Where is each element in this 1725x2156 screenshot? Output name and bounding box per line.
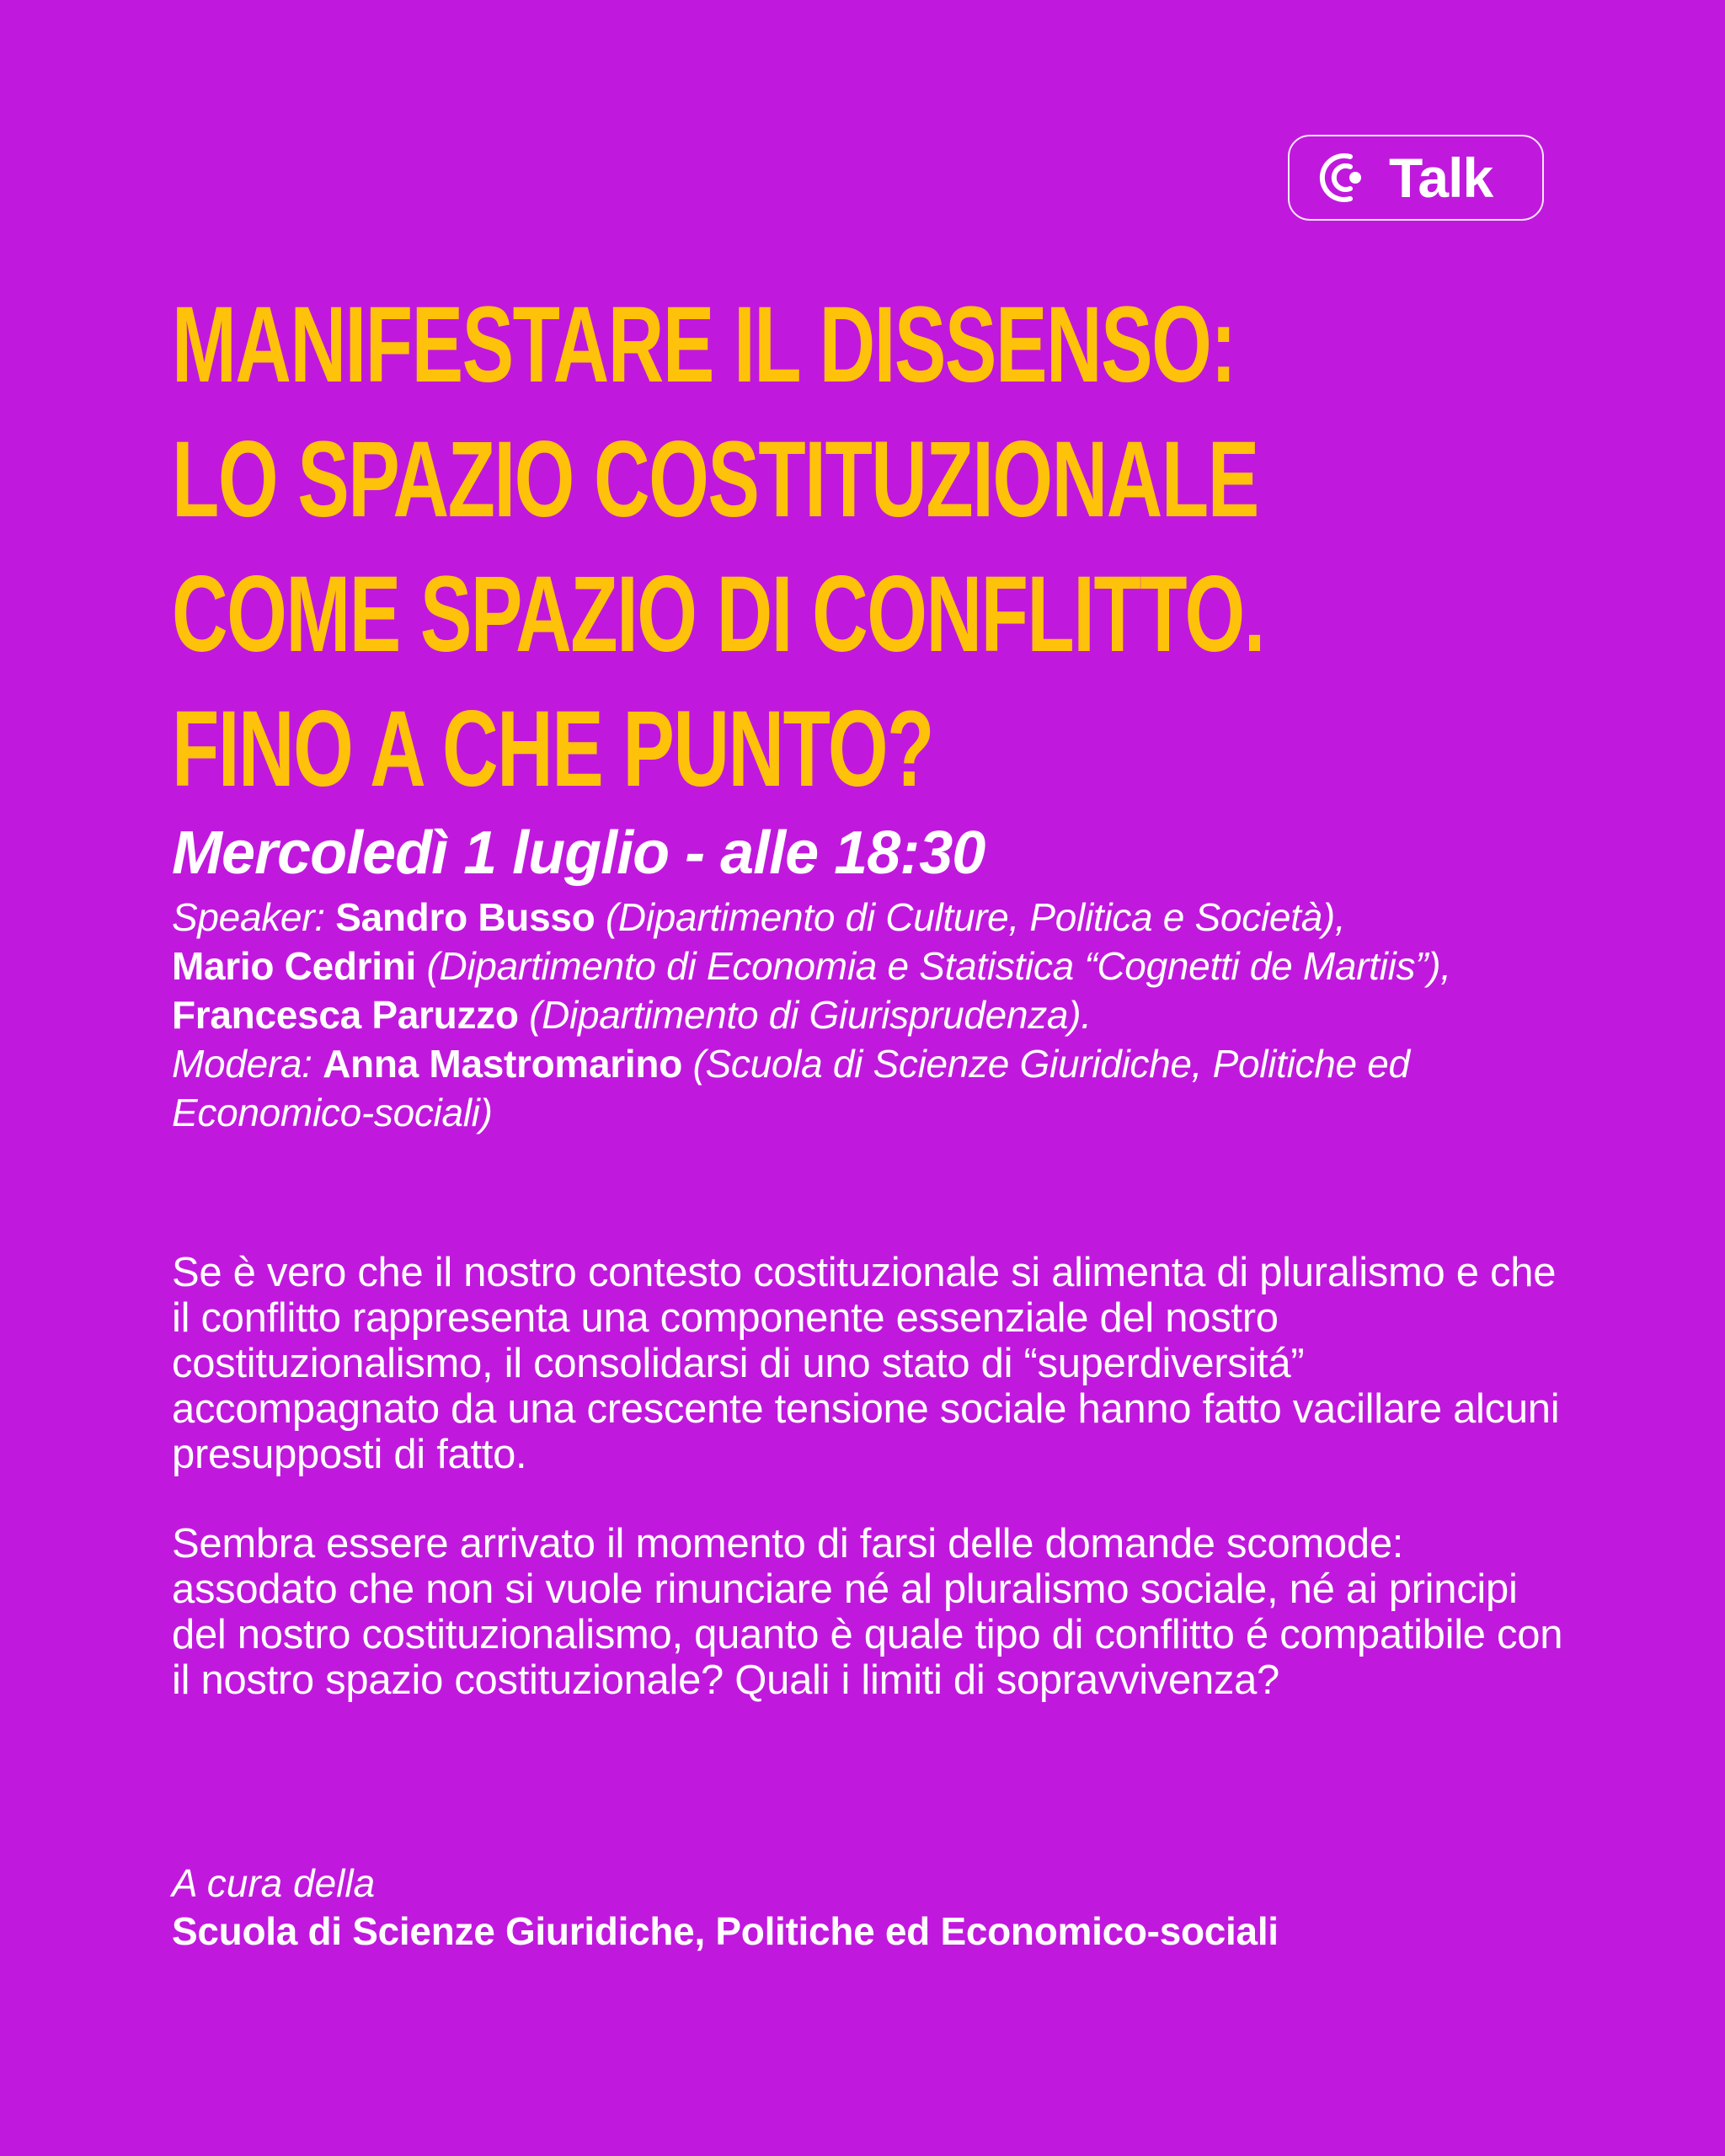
title-line-3: COME SPAZIO DI CONFLITTO.: [172, 554, 1264, 675]
moderator-name: Anna Mastromarino: [323, 1042, 682, 1086]
badge-label: Talk: [1389, 147, 1493, 209]
description-paragraph-2: Sembra essere arrivato il momento di farsi delle domande scomode: assodato che non si vuole rinunciare né al pluralismo sociale, né ai principi del nostro costituzionalismo, quanto è quale tipo di conflitto é compatibile con il nostro spazio costituzionale? Quali i limiti di sopravvivenza?: [172, 1521, 1563, 1703]
talk-badge: [1288, 135, 1544, 221]
description-paragraph-1: Se è vero che il nostro contesto costituzionale si alimenta di pluralismo e che il conflitto rappresenta una componente essenziale del nostro costituzionalismo, il consolidarsi di uno stato di “superdiversitá” accompagnato da una crescente tensione sociale hanno fatto vacillare alcuni presupposti di fatto.: [172, 1250, 1560, 1477]
speaker-name: Francesca Paruzzo: [172, 993, 519, 1037]
speaker-affiliation: (Dipartimento di Giurisprudenza).: [518, 993, 1092, 1037]
speaker-affiliation: (Dipartimento di Economia e Statistica “Cognetti de Martiis”),: [416, 944, 1451, 988]
event-title: [172, 278, 1264, 817]
speaker-label: Speaker:: [172, 895, 336, 939]
speaker-affiliation: (Dipartimento di Culture, Politica e Società),: [595, 895, 1346, 939]
credit-intro: A cura della: [172, 1861, 376, 1905]
speaker-name: Sandro Busso: [335, 895, 595, 939]
title-line-4: FINO A CHE PUNTO?: [172, 689, 933, 809]
speaker-name: Mario Cedrini: [172, 944, 417, 988]
title-line-1: MANIFESTARE IL DISSENSO:: [172, 285, 1236, 405]
speakers-block: [172, 893, 1562, 1137]
moderator-affiliation: (Scuola di Scienze Giuridiche, Politiche ed Economico-sociali): [172, 1042, 1410, 1134]
title-line-2: LO SPAZIO COSTITUZIONALE: [172, 419, 1258, 540]
credit-organizer: Scuola di Scienze Giuridiche, Politiche ed Economico-sociali: [172, 1909, 1279, 1953]
event-date: Mercoledì 1 luglio - alle 18:30: [172, 819, 985, 887]
talk-icon: [1315, 148, 1374, 207]
moderator-label: Modera:: [172, 1042, 323, 1086]
